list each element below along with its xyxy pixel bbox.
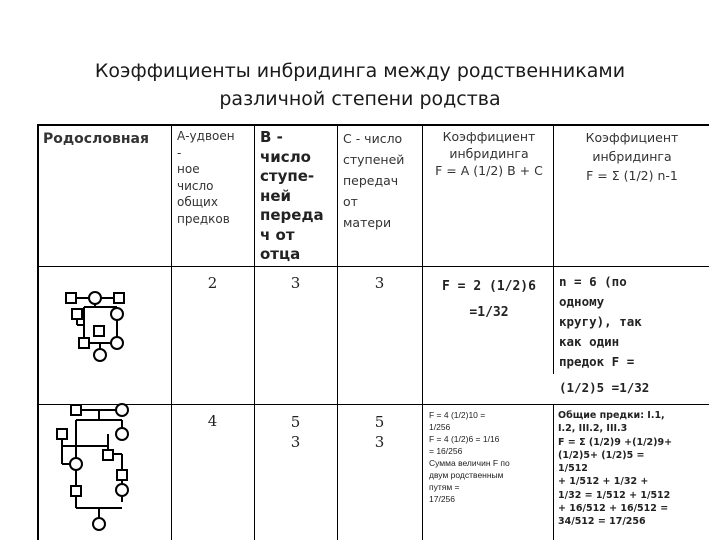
female-circle xyxy=(116,484,128,496)
col-divider-2 xyxy=(254,124,255,540)
header-b: В - число ступе- ней переда ч от отца xyxy=(260,128,324,263)
male-square xyxy=(79,338,89,348)
female-circle xyxy=(111,337,123,349)
female-circle xyxy=(89,292,101,304)
male-square xyxy=(71,405,81,415)
row2-f2: Общие предки: I.1, I.2, III.2, III.3 F = Σ (1/2)9 +(1/2)9+ (1/2)5+ (1/2)5 = 1/512 + 1/512 + 1/32 + 1/32 = 1/512 + 1/512 + 16/512 + 16/512 = 34/512 = 17/256 xyxy=(558,410,673,528)
row2-f1: F = 4 (1/2)10 = 1/256 F = 4 (1/2)6 = 1/16 = 16/256 Сумма величин F по двум родственным путям = 17/256 xyxy=(429,410,510,504)
slide-title-line-1: Коэффициенты инбридинга между родственниками xyxy=(94,60,626,82)
female-circle xyxy=(70,458,82,470)
header-f2: Коэффициент инбридинга F = Σ (1/2) n-1 xyxy=(585,130,679,183)
male-square xyxy=(114,293,124,303)
female-circle xyxy=(116,428,128,440)
row2-b: 5 3 xyxy=(290,413,301,451)
header-a: А-удвоен - ное число общих предков xyxy=(177,129,235,226)
female-circle xyxy=(93,518,105,530)
male-square xyxy=(66,293,76,303)
row1-b: 3 xyxy=(290,274,301,292)
row1-f1: F = 2 (1/2)6 =1/32 xyxy=(442,279,536,320)
row1-f2: n = 6 (по одному кругу), так как один предок F = xyxy=(559,274,642,369)
male-square xyxy=(117,470,127,480)
row2-a: 4 xyxy=(207,412,218,430)
slide-title-line-2: различной степени родства xyxy=(219,88,501,110)
pedigree-2-svg xyxy=(50,398,140,540)
male-square xyxy=(71,486,81,496)
male-square xyxy=(72,309,82,319)
header-pedigree: Родословная xyxy=(43,131,149,147)
female-circle xyxy=(116,404,128,416)
male-square xyxy=(57,429,67,439)
male-square xyxy=(103,450,113,460)
col-divider-5 xyxy=(553,124,554,374)
male-square xyxy=(94,326,104,336)
col-divider-5b xyxy=(553,404,554,540)
row2-c: 5 3 xyxy=(374,413,385,451)
header-f1: Коэффициент инбридинга F = A (1/2) B + C xyxy=(435,129,543,178)
pedigree-1-svg xyxy=(50,283,140,373)
table-top-border xyxy=(37,124,709,126)
col-divider-1 xyxy=(171,124,172,540)
row1-a: 2 xyxy=(207,274,218,292)
header-divider xyxy=(37,266,709,267)
female-circle xyxy=(94,349,106,361)
row1-f2-tail: (1/2)5 =1/32 xyxy=(559,380,650,395)
pedigree-diagram-1 xyxy=(50,283,140,373)
row1-c: 3 xyxy=(374,274,385,292)
col-divider-4 xyxy=(422,124,423,540)
table-left-border xyxy=(37,124,39,540)
header-c: С - число ступеней передач от матери xyxy=(343,131,405,230)
col-divider-3 xyxy=(337,124,338,540)
female-circle xyxy=(111,308,123,320)
pedigree-diagram-2 xyxy=(50,398,140,540)
